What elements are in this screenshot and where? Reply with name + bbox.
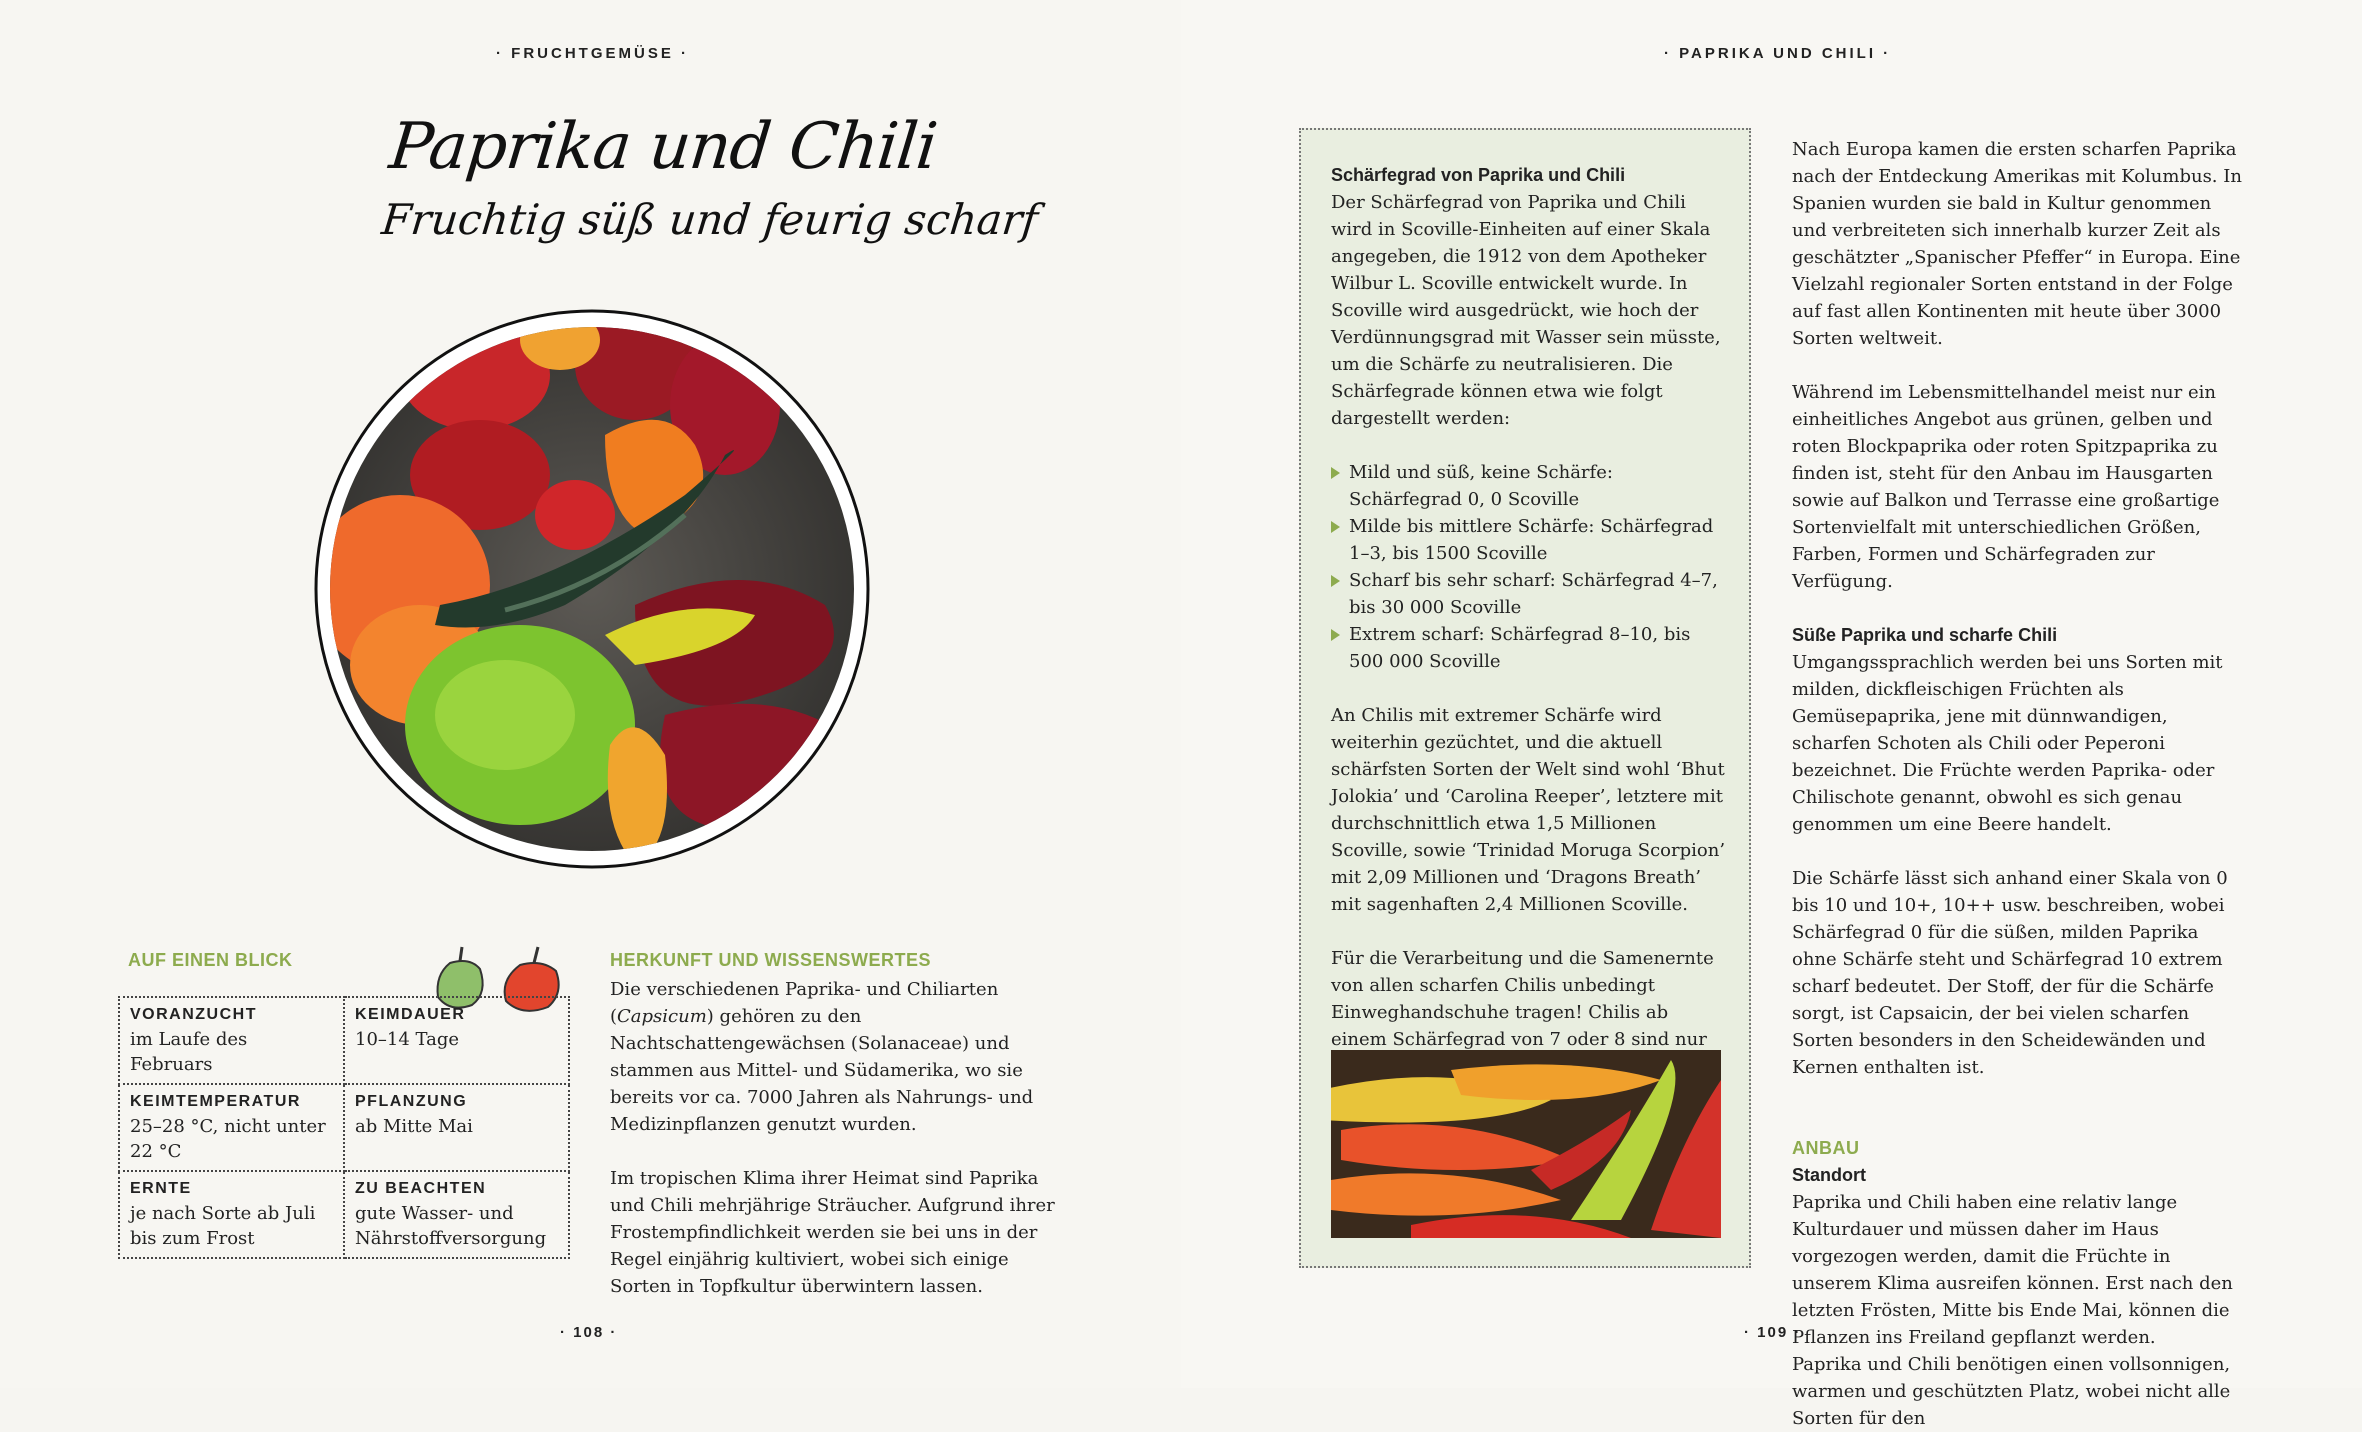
running-head-left: · FRUCHTGEMÜSE · — [496, 45, 689, 62]
peppers-round-photo — [305, 305, 875, 870]
at-a-glance-heading: AUF EINEN BLICK — [128, 950, 293, 970]
page-title: Paprika und Chili — [386, 110, 940, 184]
standort-heading: Standort — [1792, 1165, 1866, 1185]
box-paragraph-3: Für die Verarbeitung und die Samenernte von allen scharfen Chilis unbedingt Einweghandschuhe tragen! Chilis ab einem Schärfegrad von 7 oder 8 sind nur — [1331, 948, 1714, 1050]
paragraph-location: Paprika und Chili benötigen einen vollsonnigen, warmen und geschützten Platz, wobei nicht alle Sorten für den — [1792, 1354, 2231, 1429]
list-item — [1331, 513, 1726, 567]
cell-label: VORANZUCHT — [130, 1006, 257, 1023]
list-item-text: Milde bis mittlere Schärfe: Schärfegrad 1–3, bis 1500 Scoville — [1349, 516, 1714, 564]
list-item — [1331, 621, 1726, 675]
page-subtitle: Fruchtig süß und feurig scharf — [379, 195, 1041, 244]
cell-label: KEIMDAUER — [355, 1006, 466, 1023]
cell-value: je nach Sorte ab Juli bis zum Frost — [130, 1203, 316, 1249]
box-paragraph-2: An Chilis mit extremer Schärfe wird weiterhin gezüchtet, und die aktuell schärfsten Sorten der Welt sind wohl ‘Bhut Jolokia’ und ‘Carolina Reeper’, letztere mit durchschnittlich etwa 1,5 Millionen Scoville, sowie ‘Trinidad Moruga Scorpion’ mit 2,09 Millionen und ‘Dragons Breath’ mit sagenhaften 2,4 Millionen Scoville. — [1331, 705, 1726, 915]
triangle-bullet-icon — [1331, 467, 1340, 479]
origin-text — [610, 976, 1065, 1300]
list-item-text: Extrem scharf: Schärfegrad 8–10, bis 500 000 Scoville — [1349, 624, 1691, 672]
list-item — [1331, 567, 1726, 621]
cell-label: ERNTE — [130, 1180, 192, 1197]
origin-paragraph-1 — [610, 976, 1065, 1138]
origin-paragraph-2: Im tropischen Klima ihrer Heimat sind Paprika und Chili mehrjährige Sträucher. Aufgrund ihrer Frostempfindlichkeit werden sie bei uns in der Regel einjährig kultiviert, wobei sich einige Sorten in Topfkultur überwintern lassen. — [610, 1168, 1055, 1297]
sweet-hot-heading: Süße Paprika und scharfe Chili — [1792, 625, 2058, 645]
table-row — [119, 1084, 569, 1171]
table-row — [119, 1171, 569, 1258]
cell-value: im Laufe des Februars — [130, 1029, 248, 1075]
text-span: ) gehören zu den Nachtschattengewächsen (Solanaceae) und stammen aus Mittel- und Südamerika, wo sie bereits vor ca. 7000 Jahren als Nahrungs- und Medizinpflanzen genutzt wurden. — [610, 1006, 1034, 1135]
right-column-text — [1792, 136, 2248, 1432]
cell-label: ZU BEACHTEN — [355, 1180, 487, 1197]
paragraph-varieties: Während im Lebensmittelhandel meist nur ein einheitliches Angebot aus grünen, gelben und roten Blockpaprika oder roten Spitzpaprika zu finden ist, steht für den Anbau im Hausgarten sowie auf Balkon und Terrasse eine großartige Sortenvielfalt mit unterschiedlichen Größen, Farben, Formen und Schärfegraden zur Verfügung. — [1792, 382, 2220, 592]
list-item-text: Scharf bis sehr scharf: Schärfegrad 4–7, bis 30 000 Scoville — [1349, 570, 1718, 618]
latin-name: Capsicum — [617, 1006, 707, 1027]
cell-value: 10–14 Tage — [355, 1029, 460, 1050]
list-item-text: Mild und süß, keine Schärfe: Schärfegrad 0, 0 Scoville — [1349, 462, 1613, 510]
scoville-info-box — [1299, 128, 1751, 1268]
chili-photo — [1331, 1050, 1721, 1238]
left-page — [0, 0, 1181, 1388]
cell-value: ab Mitte Mai — [355, 1116, 473, 1137]
page-number-right: · 109 · — [1744, 1324, 1802, 1341]
triangle-bullet-icon — [1331, 629, 1340, 641]
anbau-heading: ANBAU — [1792, 1138, 1860, 1158]
cell-value: 25–28 °C, nicht unter 22 °C — [130, 1116, 326, 1162]
cell-label: PFLANZUNG — [355, 1093, 468, 1110]
cell-label: KEIMTEMPERATUR — [130, 1093, 301, 1110]
table-row — [119, 997, 569, 1084]
cell-value: gute Wasser- und Nährstoffversorgung — [355, 1203, 547, 1249]
triangle-bullet-icon — [1331, 521, 1340, 533]
box-heading: Schärfegrad von Paprika und Chili — [1331, 165, 1626, 185]
origin-heading: HERKUNFT UND WISSENSWERTES — [610, 950, 932, 970]
paragraph-cultivation: Paprika und Chili haben eine relativ lange Kulturdauer und müssen daher im Haus vorgezogen werden, damit die Früchte in unserem Klima ausreifen können. Erst nach den letzten Frösten, Mitte bis Ende Mai, können die Pflanzen ins Freiland gepflanzt werden. — [1792, 1192, 2233, 1348]
paragraph-naming: Umgangssprachlich werden bei uns Sorten mit milden, dickfleischigen Früchten als Gemüsepaprika, jene mit dünnwandigen, scharfen Schoten als Chili oder Peperoni bezeichnet. Die Früchte werden Paprika- oder Chilischote genannt, obwohl es sich genau genommen um eine Beere handelt. — [1792, 652, 2223, 835]
paragraph-scale: Die Schärfe lässt sich anhand einer Skala von 0 bis 10 und 10+, 10++ usw. beschreiben, wobei Schärfegrad 0 für die süßen, milden Paprika ohne Schärfe steht und Schärfegrad 10 extrem scharf bedeutet. Der Stoff, der für die Schärfe sorgt, ist Capsaicin, der bei vielen scharfen Sorten besonders in den Scheidewänden und Kernen enthalten ist. — [1792, 868, 2228, 1078]
at-a-glance-table — [118, 996, 570, 1259]
running-head-right: · PAPRIKA UND CHILI · — [1664, 45, 1892, 62]
list-item — [1331, 459, 1726, 513]
scoville-scale-list — [1331, 459, 1726, 675]
text-span: Die verschiedenen Paprika- und Chiliarten ( — [610, 979, 999, 1027]
paragraph-history: Nach Europa kamen die ersten scharfen Paprika nach der Entdeckung Amerikas mit Kolumbus. In Spanien wurden sie bald in Kultur genommen und verbreiteten sich innerhalb kurzer Zeit als geschätzter „Spanischer Pfeffer“ in Europa. Eine Vielzahl regionaler Sorten entstand in der Folge auf fast allen Kontinenten mit heute über 3000 Sorten weltweit. — [1792, 139, 2242, 349]
triangle-bullet-icon — [1331, 575, 1340, 587]
box-intro: Der Schärfegrad von Paprika und Chili wird in Scoville-Einheiten auf einer Skala angegeben, die 1912 von dem Apotheker Wilbur L. Scoville entwickelt wurde. In Scoville wird ausgedrückt, wie hoch der Verdünnungsgrad mit Wasser sein müsste, um die Schärfe zu neutralisieren. Die Schärfegrade können etwa wie folgt dargestellt werden: — [1331, 192, 1721, 429]
page-number-left: · 108 · — [560, 1324, 618, 1341]
